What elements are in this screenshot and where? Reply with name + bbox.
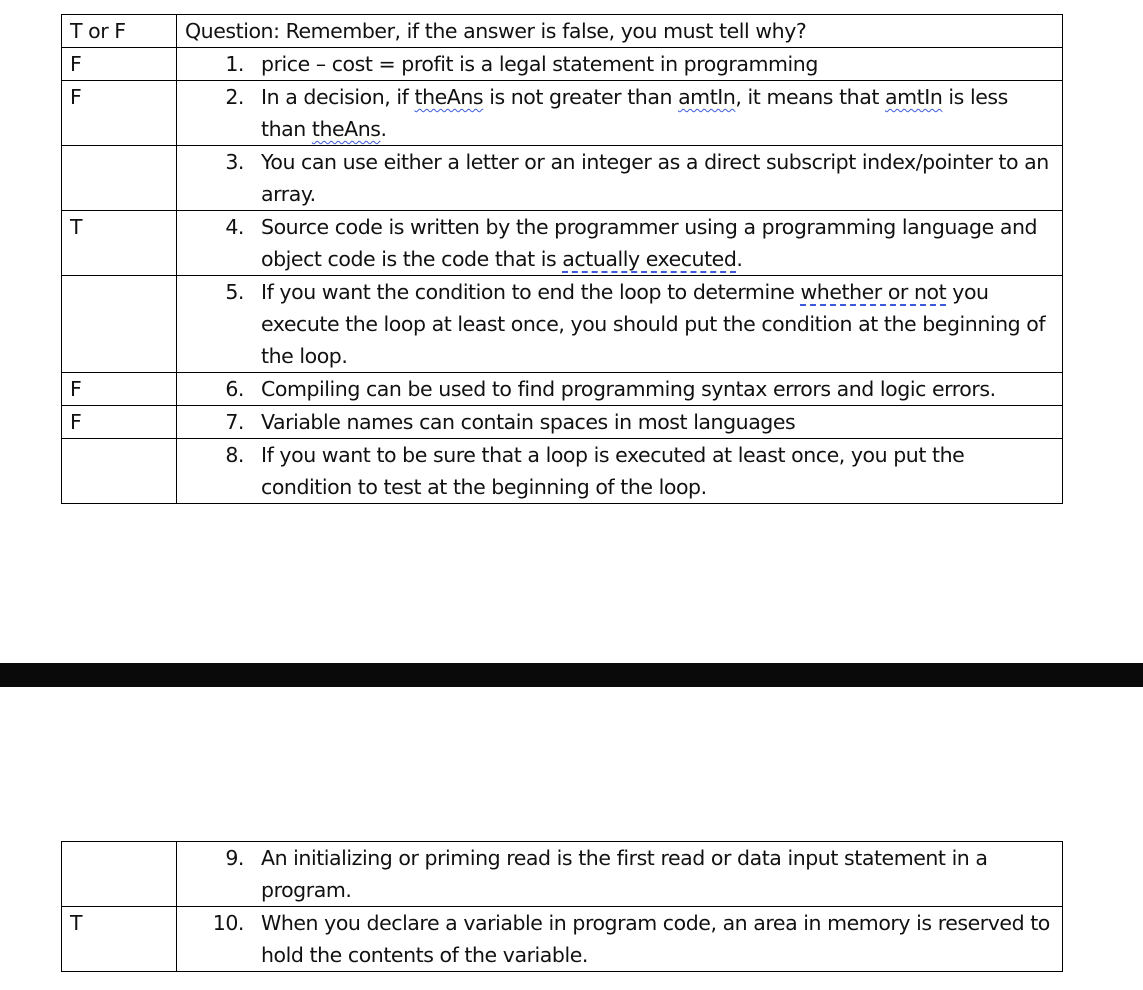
spellcheck-underline: amtIn — [678, 85, 736, 109]
question-row-2 — [62, 81, 1063, 146]
grammar-underline: actually executed — [562, 247, 737, 271]
question-row-1 — [62, 48, 1063, 81]
answer-cell[interactable] — [62, 276, 177, 373]
question-text: An initializing or priming read is the first read or data input statement in a program. — [261, 846, 988, 902]
answer-cell[interactable]: F — [62, 48, 177, 81]
true-false-table-2 — [61, 841, 1063, 972]
answer-cell[interactable]: F — [62, 406, 177, 439]
question-row-10 — [62, 907, 1063, 972]
question-cell — [177, 276, 1063, 373]
question-cell — [177, 48, 1063, 81]
answer-cell[interactable] — [62, 146, 177, 211]
question-text: price – cost = profit is a legal statement in programming — [261, 52, 818, 76]
header-row — [62, 15, 1063, 48]
question-cell — [177, 842, 1063, 907]
question-number: 7. — [225, 410, 244, 434]
question-cell — [177, 406, 1063, 439]
question-text: You can use either a letter or an integer as a direct subscript index/pointer to an array. — [261, 150, 1049, 206]
answer-cell[interactable] — [62, 439, 177, 504]
question-text: In a decision, if theAns is not greater than amtIn, it means that amtIn is less than theAns. — [261, 85, 1008, 141]
question-row-5 — [62, 276, 1063, 373]
question-row-3 — [62, 146, 1063, 211]
question-cell — [177, 439, 1063, 504]
question-cell — [177, 211, 1063, 276]
true-false-table-1 — [61, 14, 1063, 504]
spellcheck-underline: theAns — [414, 85, 484, 109]
question-number: 10. — [212, 911, 244, 935]
question-text: If you want the condition to end the loop to determine whether or not you execute the loop at least once, you should put the condition at the beginning of the loop. — [261, 280, 1046, 368]
question-row-4 — [62, 211, 1063, 276]
spellcheck-underline: theAns — [311, 117, 381, 141]
question-number: 5. — [225, 280, 244, 304]
question-column-header: Question: Remember, if the answer is false, you must tell why? — [177, 15, 1063, 48]
question-cell — [177, 146, 1063, 211]
answer-cell[interactable]: F — [62, 81, 177, 146]
question-cell — [177, 81, 1063, 146]
question-number: 1. — [225, 52, 244, 76]
question-row-7 — [62, 406, 1063, 439]
answer-cell[interactable]: T — [62, 211, 177, 276]
question-text: Source code is written by the programmer using a programming language and object code is the code that is actually executed. — [261, 215, 1038, 271]
spellcheck-underline: amtIn — [885, 85, 943, 109]
question-text: Variable names can contain spaces in most languages — [261, 410, 796, 434]
question-text: If you want to be sure that a loop is executed at least once, you put the condition to test at the beginning of the loop. — [261, 443, 965, 499]
question-number: 8. — [225, 443, 244, 467]
question-number: 2. — [225, 85, 244, 109]
answer-column-header: T or F — [62, 15, 177, 48]
grammar-underline: whether or not — [800, 280, 947, 304]
question-row-8 — [62, 439, 1063, 504]
question-cell — [177, 373, 1063, 406]
question-text: When you declare a variable in program code, an area in memory is reserved to hold the contents of the variable. — [261, 911, 1050, 967]
answer-cell[interactable] — [62, 842, 177, 907]
question-row-9 — [62, 842, 1063, 907]
answer-cell[interactable]: F — [62, 373, 177, 406]
page-break-bar — [0, 663, 1143, 687]
question-number: 6. — [225, 377, 244, 401]
question-number: 9. — [225, 846, 244, 870]
answer-cell[interactable]: T — [62, 907, 177, 972]
question-cell — [177, 907, 1063, 972]
question-text: Compiling can be used to find programming syntax errors and logic errors. — [261, 377, 996, 401]
question-number: 4. — [225, 215, 244, 239]
question-number: 3. — [225, 150, 244, 174]
question-row-6 — [62, 373, 1063, 406]
